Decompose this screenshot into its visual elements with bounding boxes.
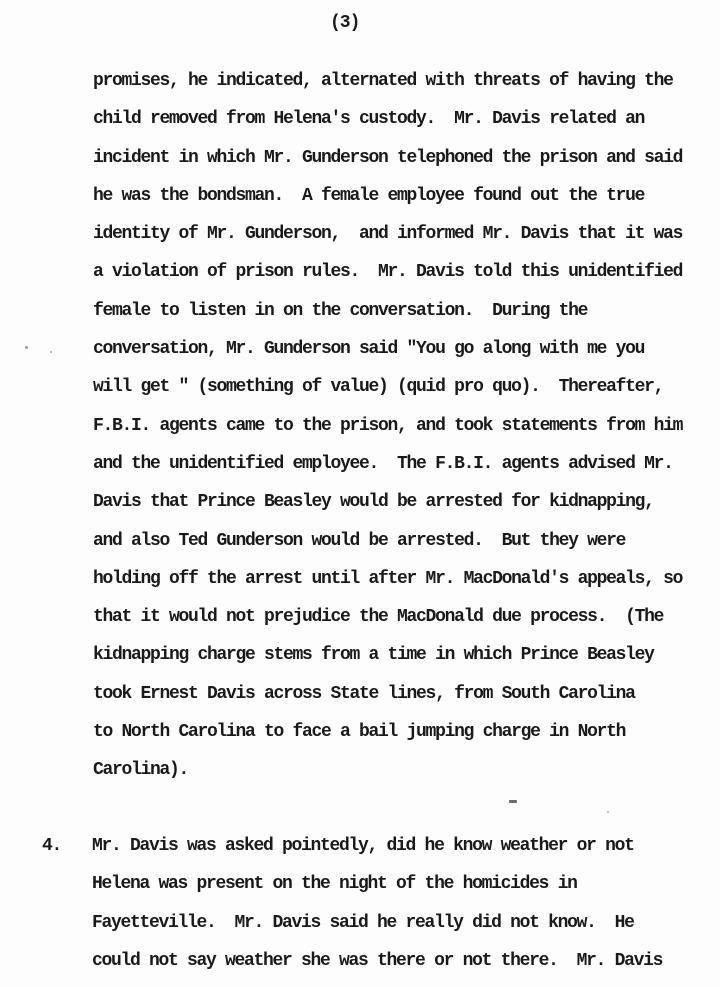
text-line: holding off the arrest until after Mr. MacDonald's appeals, so (93, 568, 683, 589)
text-line: identity of Mr. Gunderson, and informed Mr. Davis that it was (93, 224, 683, 245)
text-line: to North Carolina to face a bail jumping charge in North (93, 722, 626, 743)
text-line: child removed from Helena's custody. Mr. Davis related an (93, 109, 645, 130)
text-line: Helena was present on the night of the homicides in (92, 874, 577, 895)
text-line: kidnapping charge stems from a time in which Prince Beasley (93, 645, 654, 666)
page-number: (3) (330, 13, 360, 33)
text-line: he was the bondsman. A female employee found out the true (93, 185, 645, 206)
text-line: F.B.I. agents came to the prison, and took statements from him (93, 415, 683, 436)
text-line: could not say weather she was there or not there. Mr. Davis (92, 950, 663, 971)
text-line: promises, he indicated, alternated with threats of having the (93, 71, 673, 91)
scan-speck (607, 811, 609, 813)
paragraph-continued (93, 62, 682, 790)
text-line: Davis that Prince Beasley would be arrested for kidnapping, (93, 492, 654, 513)
scan-speck (25, 346, 28, 349)
text-line: female to listen in on the conversation. During the (93, 300, 588, 321)
scan-speck (509, 800, 517, 803)
text-line: a violation of prison rules. Mr. Davis told this unidentified (93, 262, 683, 283)
text-line: conversation, Mr. Gunderson said "You go along with me you (93, 339, 645, 360)
item-4-marker: 4. (42, 836, 62, 856)
text-line: Carolina). (93, 760, 189, 781)
text-line: Fayetteville. Mr. Davis said he really did not know. He (92, 912, 634, 933)
text-line: took Ernest Davis across State lines, from South Carolina (93, 683, 635, 704)
text-line: will get " (something of value) (quid pro quo). Thereafter, (93, 377, 664, 398)
text-line: and the unidentified employee. The F.B.I. agents advised Mr. (93, 453, 673, 474)
text-line: incident in which Mr. Gunderson telephoned the prison and said (93, 147, 683, 168)
paragraph-item-4 (92, 827, 662, 980)
text-line: and also Ted Gunderson would be arrested. But they were (93, 530, 626, 551)
scan-speck (50, 351, 52, 353)
text-line: that it would not prejudice the MacDonald due process. (The (93, 607, 664, 628)
text-line: Mr. Davis was asked pointedly, did he know weather or not (92, 836, 634, 856)
